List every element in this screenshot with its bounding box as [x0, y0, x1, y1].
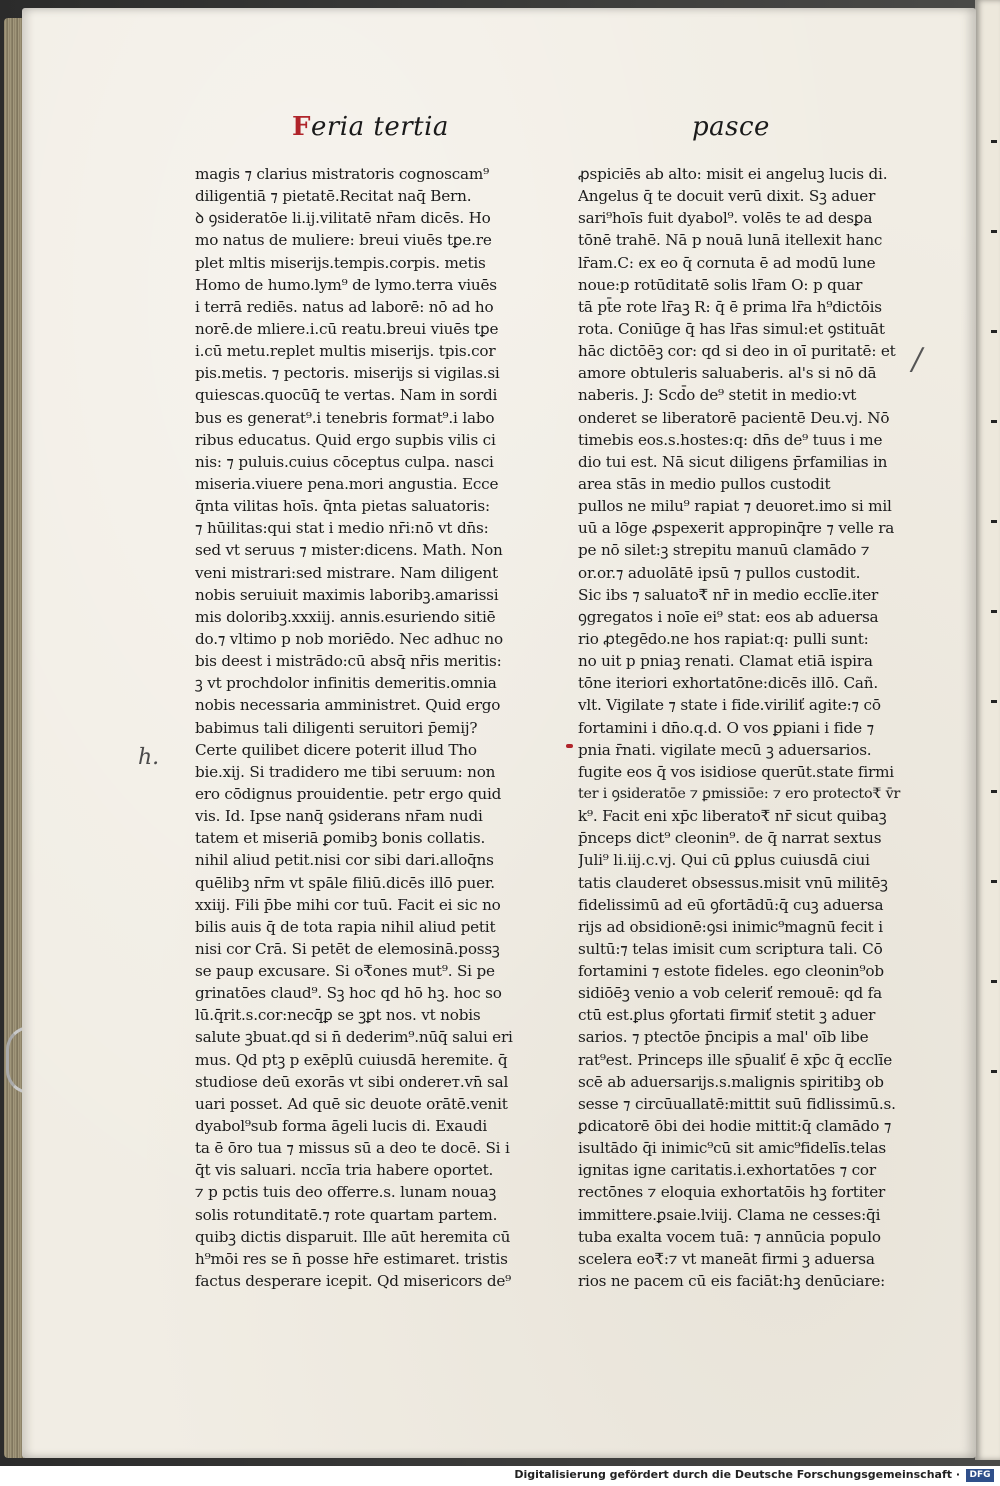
marginal-stroke-right: /: [912, 342, 923, 377]
text-line: ⁊ p pctis tuis deo offerre.s. lunam nouaꝫ: [195, 1183, 497, 1202]
text-line: tatis clauderet obsessus.misit vnū militēꝫ: [578, 873, 888, 892]
text-line: uari posset. Ad quē sic deuote orātē.venit: [195, 1094, 508, 1113]
text-line: q̄nta vilitas hoīs. q̄nta pietas saluatoris:: [195, 497, 490, 516]
text-line: mo natus de muliere: breui viuēs tꝑe.re: [195, 231, 492, 250]
text-line: norē.de mliere.i.cū reatu.breui viuēs tꝑe: [195, 319, 499, 338]
text-line: bis deest i mistrādo:cū absq̄ nr̄is meritis:: [195, 652, 502, 671]
text-line: vlt. Vigilate ⁊ state i fide.viriliť agite:⁊ cō: [578, 696, 881, 715]
dfg-logo: DFG: [966, 1469, 994, 1482]
text-column-right: [578, 163, 906, 1292]
text-line: rat⁹est. Princeps ille sp̄ualiť ē xp̄c q̄ ecclīe: [578, 1050, 893, 1069]
text-line: bie.xij. Si tradidero me tibi seruum: non: [195, 762, 496, 781]
text-line: isultādo q̄i inimic⁹cū sit amic⁹fidelīs.telas: [578, 1139, 887, 1158]
text-line: nisi cor Crā. Si petēt de elemosinā.possꝫ: [195, 939, 500, 958]
bleed-mark: [991, 330, 997, 333]
text-line: scelera eo₹:⁊ vt maneāt firmi ꝫ aduersa: [578, 1249, 875, 1268]
text-line: quibꝫ dictis disparuit. Ille aūt heremita cū: [195, 1227, 511, 1246]
text-line: babimus tali diligenti seruitori p̄emij?: [195, 718, 478, 737]
text-line: dyabol⁹sub forma āgeli lucis di. Exaudi: [195, 1117, 488, 1136]
text-line: factus desperare icepit. Qd misericors de⁹: [195, 1272, 512, 1291]
text-line: nis: ⁊ puluis.cuius cōceptus culpa. nasci: [195, 452, 494, 471]
text-line: sari⁹hoīs fuit dyabol⁹. volēs te ad desꝑa: [578, 209, 873, 228]
text-line: ꝑdicatorē ōbi dei hodie mittit:q̄ clamādo ⁊: [578, 1117, 892, 1136]
text-line: onderet se liberatorē pacientē Deu.vj. Nō: [578, 408, 890, 427]
text-line: i terrā rediēs. natus ad laborē: nō ad ho: [195, 297, 494, 316]
text-line: tā pt̄e rote lr̄aꝫ R: q̄ ē prima lr̄a h⁹dictōis: [578, 297, 882, 316]
text-line: tatem et miseriā ꝑomibꝫ bonis collatis.: [195, 829, 486, 848]
text-line: se paup excusare. Si o₹ones mut⁹. Si pe: [195, 962, 495, 981]
text-line: miseria.viuere pena.mori angustia. Ecce: [195, 474, 499, 493]
text-line: veni mistrari:sed mistrare. Nam diligent: [195, 563, 498, 582]
text-line: plet mltis miserijs.tempis.corpis. metis: [195, 253, 486, 272]
text-line: fidelissimū ad eū ꝯfortādū:q̄ cuꝫ aduersa: [578, 895, 884, 914]
marginal-note-left: h.: [138, 745, 160, 770]
text-line: fugite eos q̄ vos isidiose querūt.state firmi: [578, 762, 894, 781]
text-line: ter i ꝯsideratōe ⁊ ꝑmissiōe: ⁊ ero protecto₹ v̄r: [578, 785, 901, 802]
text-line: vis. Id. Ipse nanq̄ ꝯsiderans nr̄am nudi: [195, 807, 483, 826]
text-line: ꝫ vt prochdolor infinitis demeritis.omnia: [195, 674, 497, 693]
text-line: fortamini i dn̄o.q.d. O vos ꝑpiani i fide ⁊: [578, 718, 874, 737]
text-line: q̄t vis saluari. nccīa tria habere oportet.: [195, 1161, 494, 1180]
bleed-mark: [991, 980, 997, 983]
text-line: or.or.⁊ aduolātē ipsū ⁊ pullos custodit.: [578, 563, 861, 582]
text-line: pe nō silet:ꝫ strepitu manuū clamādo ⁊: [578, 541, 870, 560]
text-line: diligentiā ⁊ pietatē.Recitat naq̄ Bern.: [195, 187, 472, 206]
text-line: rio ꝓtegēdo.ne hos rapiat:q: pulli sunt:: [578, 629, 869, 648]
text-line: tuba exalta vocem tuā: ⁊ annūcia populo: [578, 1227, 881, 1246]
funding-notice: Digitalisierung gefördert durch die Deutsche Forschungsgemeinschaft ·: [514, 1468, 960, 1481]
book-page-edges: [4, 18, 24, 1458]
text-line: tōnē trahē. Nā p nouā lunā itellexit hanc: [578, 231, 883, 250]
text-line: bus es generat⁹.i tenebris format⁹.i labo: [195, 408, 495, 427]
bleed-mark: [991, 790, 997, 793]
text-line: timebis eos.s.hostes:q: dn̄s de⁹ tuus i me: [578, 430, 883, 449]
text-line: sed vt seruus ⁊ mister:dicens. Math. Non: [195, 541, 503, 560]
bleed-mark: [991, 230, 997, 233]
text-line: ꝓspiciēs ab alto: misit ei angeluꝫ lucis di.: [578, 165, 888, 183]
text-line: rota. Coniūge q̄ has lr̄as simul:et ꝯstituāt: [578, 319, 885, 338]
text-column-left: [195, 163, 515, 1292]
text-line: nobis necessaria amministret. Quid ergo: [195, 696, 501, 715]
text-line: salute ꝫbuat.qd si n̄ dederim⁹.nūq̄ salui eri: [195, 1028, 513, 1047]
text-line: area stās in medio pullos custodit: [578, 474, 831, 493]
text-line: nihil aliud petit.nisi cor sibi dari.alloq̄ns: [195, 851, 494, 870]
text-line: ero cōdignus prouidentie. petr ergo quid: [195, 784, 502, 803]
text-line: magis ⁊ clarius mistratoris cognoscam⁹: [195, 165, 489, 183]
text-line: fortamini ⁊ estote fideles. ego cleonin⁹ob: [578, 962, 884, 981]
text-line: noue:p rotūditatē solis lr̄am O: p quar: [578, 275, 863, 294]
text-line: rijs ad obsidionē:ꝯsi inimic⁹magnū fecit i: [578, 917, 883, 936]
footer-bar: [0, 1466, 1000, 1486]
text-line: lr̄am.C: ex eo q̄ cornuta ē ad modū lune: [578, 253, 876, 272]
text-line: pnia r̄nati. vigilate mecū ꝫ aduersarios.: [578, 740, 872, 759]
bleed-mark: [991, 420, 997, 423]
bleed-mark: [991, 610, 997, 613]
text-line: rectōnes ⁊ eloquia exhortatōis hꝫ fortiter: [578, 1183, 886, 1202]
text-line: quiescas.quocūq̄ te vertas. Nam in sordi: [195, 386, 498, 405]
text-line: p̄nceps dict⁹ cleonin⁹. de q̄ narrat sextus: [578, 829, 882, 848]
text-line: scē ab aduersarijs.s.malignis spiritibꝫ ob: [578, 1072, 884, 1091]
bleed-mark: [991, 700, 997, 703]
rubric-initial: F: [292, 112, 311, 142]
text-line: ignitas igne caritatis.i.exhortatōes ⁊ cor: [578, 1161, 876, 1180]
text-line: studiose deū exorās vt sibi ondereт.vn̄ sal: [195, 1072, 509, 1091]
running-head-left: [292, 112, 449, 142]
text-line: nobis seruiuit maximis laboribꝫ.amarissi: [195, 585, 499, 604]
running-head-right: pasce: [692, 112, 770, 142]
text-line: Juli⁹ li.iij.c.vj. Qui cū ꝑplus cuiusdā ciui: [578, 851, 870, 870]
text-line: Angelus q̄ te docuit verū dixit. Sꝫ aduer: [578, 187, 876, 206]
text-line: dio tui est. Nā sicut diligens p̄rfamilias in: [578, 452, 888, 471]
text-line: bilis auis q̄ de tota rapia nihil aliud petit: [195, 917, 496, 936]
text-line: sidiōēꝫ venio a vob celeriť remouē: qd fa: [578, 984, 882, 1003]
text-line: ꝺ ꝯsideratōe li.ij.vilitatē nr̄am dicēs. Ho: [195, 209, 491, 228]
text-line: ta ē ōro tua ⁊ missus sū a deo te docē. Si i: [195, 1139, 510, 1158]
text-line: sultū:⁊ telas imisit cum scriptura tali. Cō: [578, 939, 883, 958]
text-line: Sic ibs ⁊ saluato₹ nr̄ in medio ecclīe.iter: [578, 585, 879, 604]
text-line: grinatōes claud⁹. Sꝫ hoc qd hō hꝫ. hoc so: [195, 984, 502, 1003]
text-line: Certe quilibet dicere poterit illud Tho: [195, 740, 477, 759]
text-line: sesse ⁊ circūuallatē:mittit suū fidlissimū.s.: [578, 1094, 896, 1113]
bleed-mark: [991, 140, 997, 143]
text-line: do.⁊ vltimo p nob moriēdo. Nec adhuc no: [195, 629, 503, 648]
text-line: naberis. J: Scd̄o de⁹ stetit in medio:vt: [578, 386, 857, 405]
text-line: pis.metis. ⁊ pectoris. miserijs si vigilas.si: [195, 364, 500, 383]
text-line: i.cū metu.replet multis miserijs. tpis.cor: [195, 342, 496, 361]
text-line: ꝯgregatos i noīe ei⁹ stat: eos ab aduersa: [578, 607, 879, 626]
text-line: Homo de humo.lym⁹ de lymo.terra viuēs: [195, 275, 497, 294]
text-line: lū.q̄rit.s.cor:necq̄ꝑ se ꝫꝑt nos. vt nobis: [195, 1006, 481, 1025]
text-line: no uit p pniaꝫ renati. Clamat etiā ispira: [578, 652, 873, 671]
text-line: quēlibꝫ nr̄m vt spāle filiū.dicēs illō puer.: [195, 873, 495, 892]
text-line: immittere.ꝑsaie.lviij. Clama ne cesses:q̄i: [578, 1205, 881, 1224]
running-head-left-text: eria tertia: [310, 112, 449, 142]
bleed-mark: [991, 520, 997, 523]
text-line: k⁹. Facit eni xp̄c liberato₹ nr̄ sicut quibaꝫ: [578, 807, 887, 826]
text-line: sarios. ⁊ ptectōe p̄ncipis a mal' oīb libe: [578, 1028, 869, 1047]
text-line: h⁹mōi res se n̄ posse hr̄e estimaret. tristis: [195, 1249, 508, 1268]
text-line: ⁊ hūilitas:qui stat i medio nr̄i:nō vt dn̄s:: [195, 519, 489, 538]
text-line: mus. Qd ptꝫ p exēplū cuiusdā heremite. q̄: [195, 1050, 508, 1069]
bleed-mark: [991, 880, 997, 883]
facing-page-edge: [975, 0, 1000, 1460]
text-line: ribus educatus. Quid ergo supbis vilis ci: [195, 430, 496, 449]
text-line: pullos ne milu⁹ rapiat ⁊ deuoret.imo si mil: [578, 497, 892, 516]
text-line: tōne iteriori exhortatōne:dicēs illō. Cañ.: [578, 674, 878, 693]
text-line: xxiij. Fili p̄be mihi cor tuū. Facit ei sic no: [195, 895, 501, 914]
text-line: mis doloribꝫ.xxxiij. annis.esuriendo sitiē: [195, 607, 496, 626]
bleed-mark: [991, 1070, 997, 1073]
rubric-marker: [566, 744, 573, 748]
text-line: uū a lōge ꝓspexerit appropinq̄re ⁊ velle ra: [578, 519, 895, 538]
text-line: rios ne pacem cū eis faciāt:hꝫ denūciare:: [578, 1272, 886, 1291]
text-line: amore obtuleris saluaberis. al's si nō dā: [578, 364, 877, 383]
text-line: solis rotunditatē.⁊ rote quartam partem.: [195, 1205, 498, 1224]
text-line: ctū est.ꝑlus ꝯfortati firmiť stetit ꝫ aduer: [578, 1006, 876, 1025]
text-line: hāc dictōēꝫ cor: qd si deo in oī puritatē: et: [578, 342, 896, 361]
